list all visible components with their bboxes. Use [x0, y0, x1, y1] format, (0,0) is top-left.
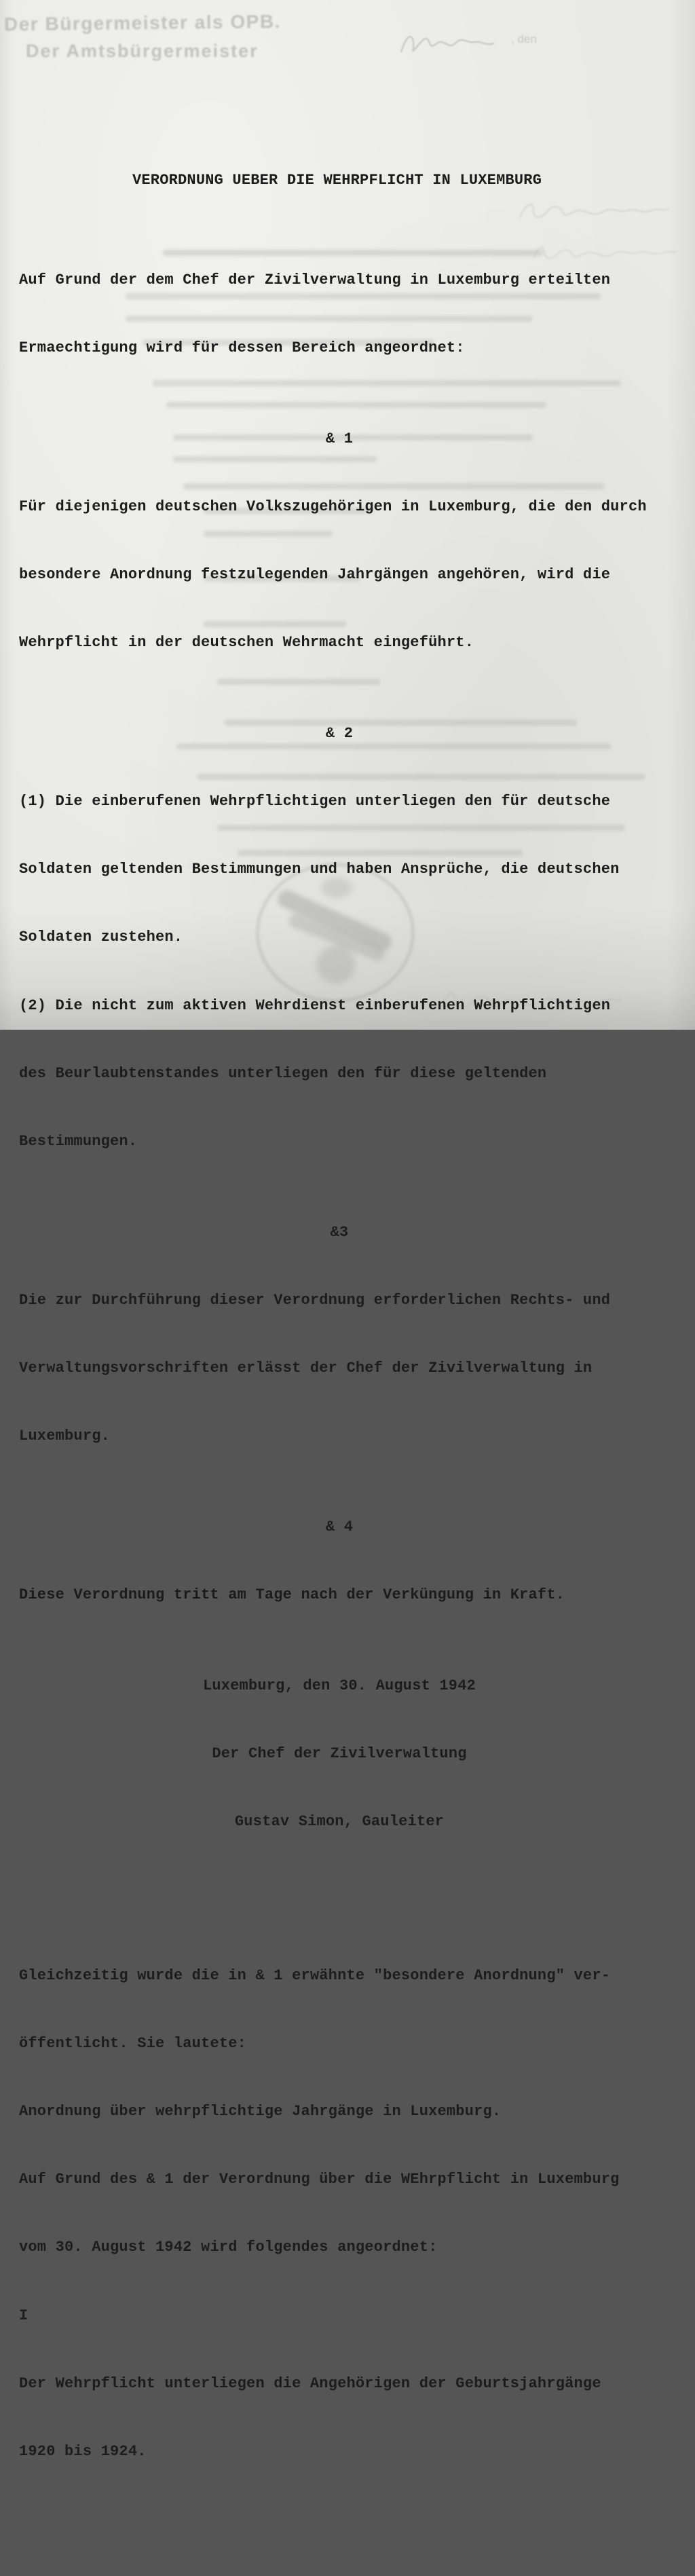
section-2-line: (2) Die nicht zum aktiven Wehrdienst einberufenen Wehrpflichtigen [19, 996, 611, 1014]
section-heading-4: & 4 [325, 1518, 354, 1535]
signer-name: Gustav Simon, Gauleiter [234, 1813, 445, 1831]
addendum-line: Gleichzeitig wurde die in & 1 erwähnte "besondere Anordnung" ver- [19, 1966, 611, 1984]
addendum-line: Anordnung über wehrpflichtige Jahrgänge in Luxemburg. [19, 2102, 502, 2120]
section-3-line: Die zur Durchführung dieser Verordnung erforderlichen Rechts- und [19, 1291, 611, 1309]
section-2-line: (1) Die einberufenen Wehrpflichtigen unterliegen den für deutsche [19, 793, 611, 810]
addendum-line: Der Wehrpflicht unterliegen die Angehörigen der Geburtsjahrgänge [19, 2374, 601, 2392]
section-2-line: Bestimmungen. [19, 1133, 138, 1151]
section-heading-1: & 1 [325, 430, 354, 447]
addendum-block [19, 1919, 660, 2508]
section-2-line: Soldaten geltenden Bestimmungen und haben Ansprüche, die deutschen [19, 861, 620, 878]
section-2-line: Soldaten zustehen. [19, 929, 183, 946]
section-1-line: Wehrpflicht in der deutschen Wehrmacht eingeführt. [19, 634, 474, 652]
ghost-date-fragment: , den [511, 33, 537, 45]
addendum-line: vom 30. August 1942 wird folgendes angeordnet: [19, 2239, 438, 2256]
addendum-line: I [19, 2307, 29, 2324]
addendum-line: Auf Grund des & 1 der Verordnung über die WEhrpflicht in Luxemburg [19, 2171, 620, 2188]
section-3-line: Verwaltungsvorschriften erlässt der Chef der Zivilverwaltung in [19, 1360, 593, 1377]
addendum-line: öffentlicht. Sie lautete: [19, 2034, 247, 2052]
section-3-line: Luxemburg. [19, 1427, 111, 1445]
section-heading-2: & 2 [325, 724, 354, 742]
document-title: VERORDNUNG UEBER DIE WEHRPFLICHT IN LUXEMBURG [132, 172, 542, 189]
typed-document-body [19, 0, 660, 2576]
ghost-header-line-1: Der Bürgermeister als OPB. [3, 10, 281, 35]
section-4-line: Diese Verordnung tritt am Tage nach der Verküngung in Kraft. [19, 1586, 565, 1604]
section-1-line: Für diejenigen deutschen Volkszugehörigen in Luxemburg, die den durch [19, 498, 647, 515]
addendum-line: 1920 bis 1924. [19, 2442, 147, 2460]
section-2-line: des Beurlaubtenstandes unterliegen den für diese geltenden [19, 1064, 547, 1082]
signer-title: Der Chef der Zivilverwaltung [212, 1744, 467, 1762]
date-line: Luxemburg, den 30. August 1942 [202, 1677, 476, 1694]
intro-line: Ermaechtigung wird für dessen Bereich angeordnet: [19, 339, 465, 357]
ghost-header-line-2: Der Amtsbürgermeister [26, 41, 259, 61]
section-heading-3: &3 [330, 1223, 349, 1241]
section-1-line: besondere Anordnung festzulegenden Jahrgängen angehören, wird die [19, 566, 611, 584]
intro-line: Auf Grund der dem Chef der Zivilverwaltung in Luxemburg erteilten [19, 271, 611, 288]
